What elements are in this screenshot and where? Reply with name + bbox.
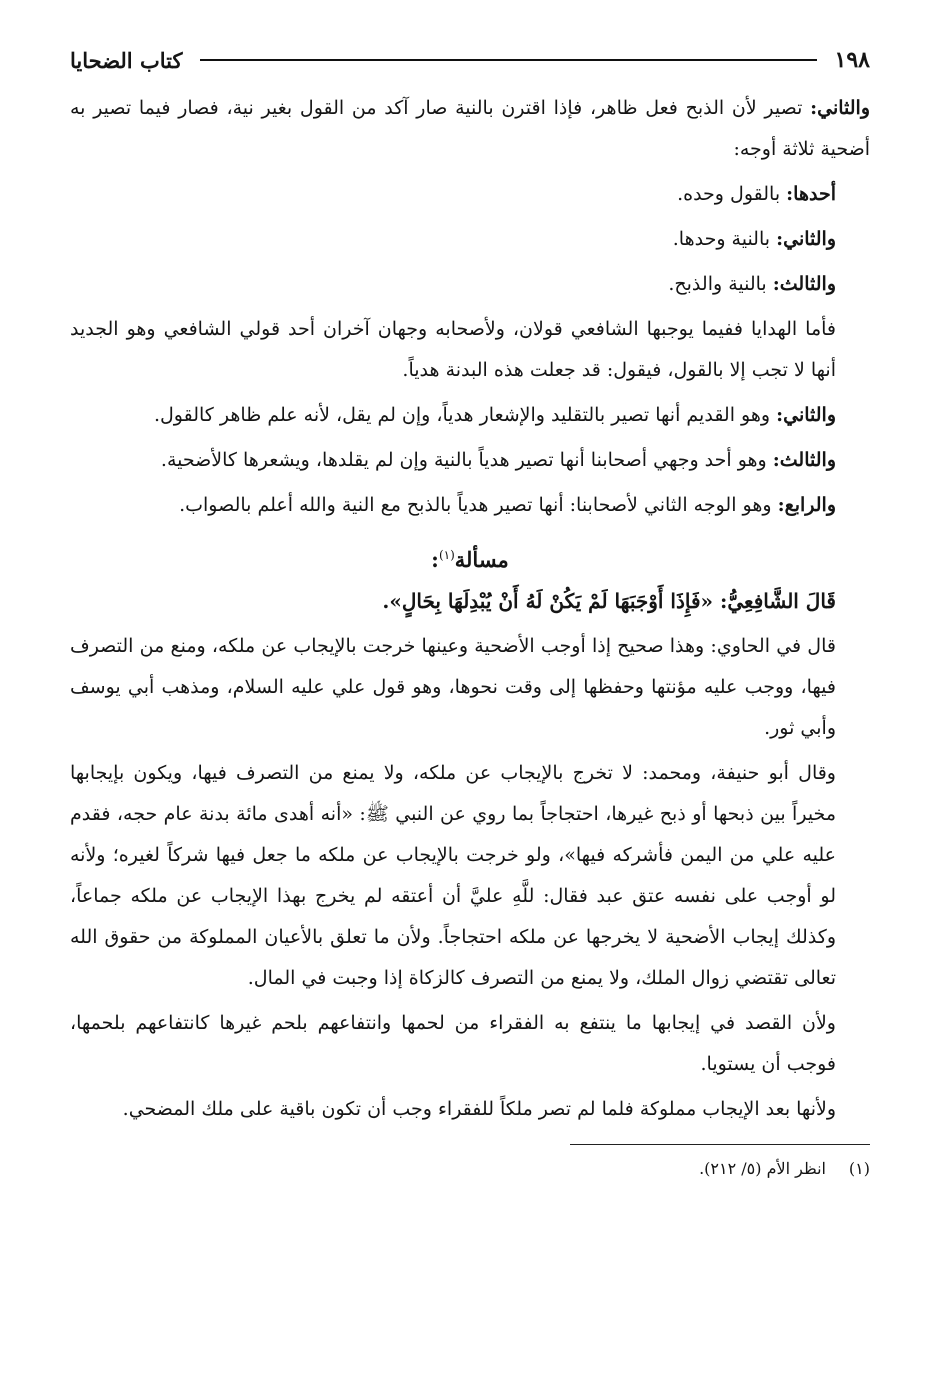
page-body — [70, 88, 870, 1185]
paragraph — [70, 174, 870, 215]
section-heading-colon: : — [431, 547, 439, 572]
paragraph-lead: والثاني: — [776, 228, 836, 250]
paragraph — [70, 440, 870, 481]
paragraph-text: وهو أحد وجهي أصحابنا أنها تصير هدياً بالنية وإن لم يقلدها، ويشعرها كالأضحية. — [160, 449, 773, 471]
paragraph: قال في الحاوي: وهذا صحيح إذا أوجب الأضحية وعينها خرجت بالإيجاب عن ملكه، ومنع من التصرف فيها، ووجب عليه مؤنتها وحفظها إلى وقت نحوها، وهو قول علي عليه السلام، ومذهب أبي يوسف وأبي ثور. — [70, 635, 836, 739]
footnote-text: انظر الأم (٥/ ٢١٢). — [699, 1159, 826, 1178]
paragraph-lead: والثالث: — [772, 273, 836, 295]
paragraph — [70, 219, 870, 260]
paragraph: وقال أبو حنيفة، ومحمد: لا تخرج بالإيجاب عن ملكه، ولا يمنع من التصرف فيها، ويكون بإيجابها مخيراً بين ذبحها أو ذبح غيرها، احتجاجاً بما روي عن النبي ﷺ: «أنه أهدى مائة بدنة عام حجه، فقدم عليه علي من اليمن فأشركه فيها»، ولو خرجت بالإيجاب عن ملكه ما جعل فيها شركاً لغيره؛ ولأنه لو أوجب على نفسه عتق عبد فقال: للَّهِ عليَّ أن أعتقه لم يخرج بهذا الإيجاب عن ملكه جماعاً، وكذلك إيجاب الأضحية لا يخرجها عن ملكه احتجاجاً. ولأن ما تعلق بالأعيان المملوكة من حقوق الله تعالى تقتضي زوال الملك، ولا يمنع من التصرف كالزكاة إذا وجبت في المال. — [70, 762, 836, 989]
page-number: ١٩٨ — [834, 47, 870, 73]
paragraph — [70, 395, 870, 436]
footnote-number: (١) — [848, 1159, 870, 1178]
footnote-rule — [570, 1144, 870, 1145]
paragraph — [70, 485, 870, 526]
paragraph-lead: أحدها: — [786, 183, 836, 205]
shafii-quote: قَالَ الشَّافِعِيُّ: «فَإِذَا أَوْجَبَهَا لَمْ يَكُنْ لَهُ أَنْ يُبْدِلَهَا بِحَالٍ». — [382, 589, 836, 613]
paragraph-text: فأما الهدايا ففيما يوجبها الشافعي قولان، ولأصحابه وجهان آخران أحد قولي الشافعي وهو الجديد أنها لا تجب إلا بالقول، فيقول: قد جعلت هذه البدنة هدياً. — [70, 318, 836, 381]
paragraph: ولأن القصد في إيجابها ما ينتفع به الفقراء من لحمها وانتفاعهم بلحم غيرها كانتفاعهم بلحمها، فوجب أن يستويا. — [70, 1012, 836, 1075]
paragraph — [70, 88, 870, 170]
paragraph-text: بالقول وحده. — [677, 183, 787, 205]
paragraph-lead: والثالث: — [772, 449, 836, 471]
paragraph-lead: والرابع: — [777, 494, 836, 516]
footnote-ref: (١) — [438, 548, 455, 562]
book-page — [70, 38, 870, 1185]
section-heading — [70, 534, 870, 581]
paragraph — [70, 264, 870, 305]
paragraph-text: بالنية والذبح. — [668, 273, 773, 295]
paragraph — [70, 309, 870, 391]
paragraph-text: وهو القديم أنها تصير بالتقليد والإشعار هدياً، وإن لم يقل، لأنه علم ظاهر كالقول. — [153, 404, 777, 426]
paragraph-text: بالنية وحدها. — [672, 228, 777, 250]
section-heading-text: مسألة — [454, 547, 509, 572]
paragraph-text: وهو الوجه الثاني لأصحابنا: أنها تصير هدياً بالذبح مع النية والله أعلم بالصواب. — [179, 494, 778, 516]
paragraph-text: تصير لأن الذبح فعل ظاهر، فإذا اقترن بالنية صار آكد من القول بغير نية، فصار فيما تصير به أضحية ثلاثة أوجه: — [70, 97, 870, 160]
paragraph: ولأنها بعد الإيجاب مملوكة فلما لم تصر ملكاً للفقراء وجب أن تكون باقية على ملك المضحي. — [122, 1098, 836, 1120]
footnote — [70, 1153, 870, 1185]
page-header — [70, 38, 870, 82]
paragraph-lead: والثاني: — [776, 404, 836, 426]
paragraph-lead: والثاني: — [810, 97, 870, 119]
book-title: كتاب الضحايا — [70, 47, 183, 73]
header-rule — [200, 59, 816, 61]
